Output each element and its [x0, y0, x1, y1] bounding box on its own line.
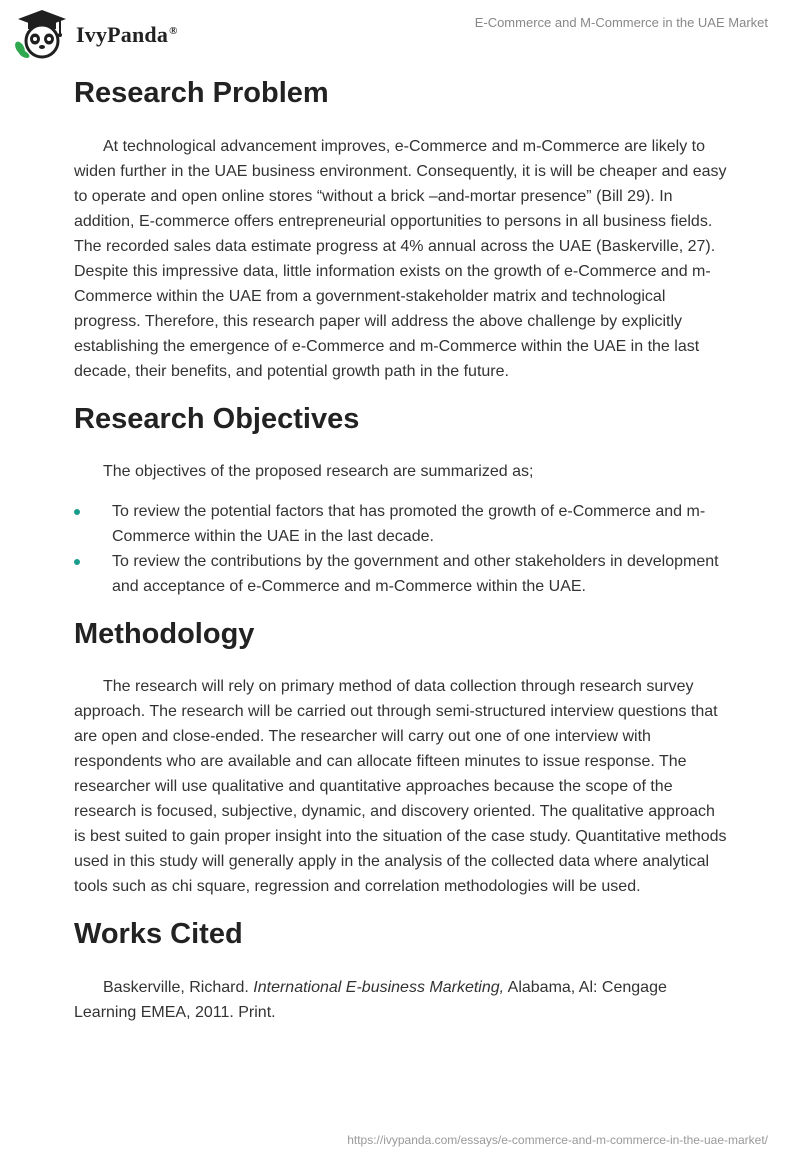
- logo-text: IvyPanda®: [76, 22, 178, 47]
- page-header: [0, 0, 800, 60]
- paragraph-objectives-intro: The objectives of the proposed research are summarized as;: [103, 463, 534, 480]
- bullet-dot-icon: [74, 509, 80, 515]
- citation-title: International E-business Marketing,: [253, 979, 505, 996]
- bullet-dot-icon: [74, 559, 80, 565]
- essay-content: [74, 70, 730, 1025]
- objectives-list: [60, 499, 730, 599]
- heading-research-objectives: Research Objectives: [74, 403, 360, 435]
- citation-entry: [74, 975, 730, 1025]
- ivypanda-logo[interactable]: [14, 8, 178, 60]
- heading-methodology: Methodology: [74, 618, 255, 650]
- heading-works-cited: Works Cited: [74, 918, 243, 950]
- source-url[interactable]: https://ivypanda.com/essays/e-commerce-and-m-commerce-in-the-uae-market/: [347, 1133, 768, 1147]
- citation-details: Alabama, Al: Cengage Learning EMEA, 2011. Print.: [74, 979, 667, 1021]
- document-title: E-Commerce and M-Commerce in the UAE Market: [474, 15, 768, 30]
- list-item: [60, 499, 730, 549]
- heading-research-problem: Research Problem: [74, 77, 329, 109]
- citation-author: Baskerville, Richard.: [103, 979, 254, 996]
- list-item-text: To review the potential factors that has promoted the growth of e-Commerce and m-Commerce within the UAE in the last decade.: [112, 503, 706, 545]
- paragraph-methodology: The research will rely on primary method of data collection through research survey approach. The research will be carried out through semi-structured interview questions that are open and close-ended. The researcher will carry out one of one interview with respondents who are available and can allocate fifteen minutes to issue response. The researcher will use qualitative and quantitative approaches because the scope of the research is focused, subjective, dynamic, and discovery oriented. The qualitative approach is best suited to gain proper insight into the situation of the case study. Quantitative methods used in this study will generally apply in the analysis of the collected data where analytical tools such as chi square, regression and correlation methodologies will be used.: [74, 678, 727, 895]
- list-item-text: To review the contributions by the government and other stakeholders in development and acceptance of e-Commerce and m-Commerce within the UAE.: [112, 553, 719, 595]
- paragraph-research-problem: At technological advancement improves, e-Commerce and m-Commerce are likely to widen further in the UAE business environment. Consequently, it is will be cheaper and easy to operate and open online stores “without a brick –and-mortar presence” (Bill 29). In addition, E-commerce offers entrepreneurial opportunities to persons in all business fields. The recorded sales data estimate progress at 4% annual across the UAE (Baskerville, 27). Despite this impressive data, little information exists on the growth of e-Commerce and m-Commerce within the UAE from a government-stakeholder matrix and technological progress. Therefore, this research paper will address the above challenge by explicitly establishing the emergence of e-Commerce and m-Commerce within the UAE in the last decade, their benefits, and potential growth path in the future.: [74, 138, 727, 380]
- panda-logo-icon: [14, 8, 70, 60]
- list-item: [60, 549, 730, 599]
